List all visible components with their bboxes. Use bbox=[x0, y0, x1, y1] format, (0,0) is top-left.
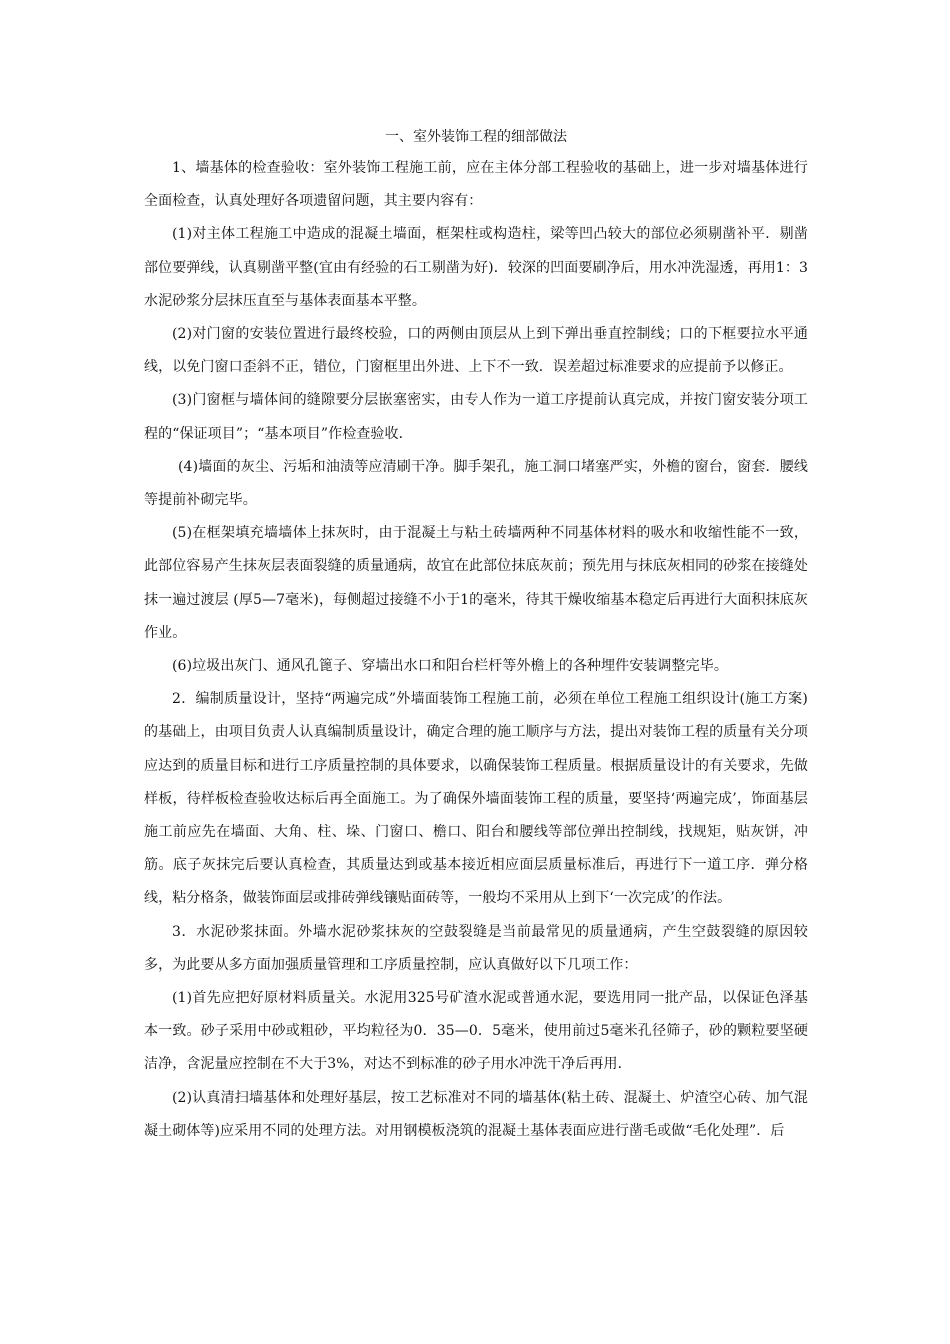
paragraph-item-4: (4)墙面的灰尘、污垢和油渍等应清刷干净。脚手架孔，施工洞口堵塞严实，外檐的窗台，窗套．腰线等提前补砌完毕。 bbox=[144, 458, 808, 509]
paragraph-2-quality-design: 2．编制质量设计，坚持“两遍完成”外墙面装饰工程施工前，必须在单位工程施工组织设计(施工方案)的基础上，由项目负责人认真编制质量设计，确定合理的施工顺序与方法，提出对装饰工程的质量有关分项应达到的质量目标和进行工序质量控制的具体要求，以确保装饰工程质量。根据质量设计的有关要求，先做样板，待样板检查验收达标后再全面施工。为了确保外墙面装饰工程的质量，要坚持‘两遍完成’，饰面基层施工前应先在墙面、大角、柱、垛、门窗口、檐口、阳台和腰线等部位弹出控制线，找规矩，贴灰饼，冲筋。底子灰抹完后要认真检查，其质量达到或基本接近相应面层质量标准后，再进行下一道工序．弹分格线，粘分格条，做装饰面层或排砖弹线镶贴面砖等，一般均不采用从上到下‘一次完成’的作法。 bbox=[144, 691, 808, 907]
paragraph-item-5: (5)在框架填充墙墙体上抹灰时，由于混凝土与粘土砖墙两种不同基体材料的吸水和收缩性能不一致，此部位容易产生抹灰层表面裂缝的质量通病，故宜在此部位抹底灰前；预先用与抹底灰相同的砂浆在接缝处抹一遍过渡层 (厚5—7毫米)，每侧超过接缝不小于1的毫米，待其干燥收缩基本稳定后再进行大面积抹底灰作业。 bbox=[144, 525, 808, 641]
paragraph-item-3: (3)门窗框与墙体间的缝隙要分层嵌塞密实，由专人作为一道工序提前认真完成，并按门窗安装分项工程的“保证项目”；“基本项目”作检查验收． bbox=[144, 392, 808, 442]
paragraph-1-wall-inspection: 1、墙基体的检查验收：室外装饰工程施工前，应在主体分部工程验收的基础上，进一步对墙基体进行全面检查，认真处理好各项遗留问题，其主要内容有： bbox=[144, 160, 808, 210]
document-body bbox=[144, 122, 808, 1148]
paragraph-item-2: (2)对门窗的安装位置进行最终校验，口的两侧由顶层从上到下弹出垂直控制线；口的下框要拉水平通线，以免门窗口歪斜不正，错位，门窗框里出外进、上下不一致．误差超过标准要求的应提前予以修正。 bbox=[144, 326, 808, 376]
document-title: 一、室外装饰工程的细部做法 bbox=[385, 129, 567, 145]
paragraph-3-cement-plaster: 3．水泥砂浆抹面。外墙水泥砂浆抹灰的空鼓裂缝是当前最常见的质量通病，产生空鼓裂缝的原因较多，为此要从多方面加强质量管理和工序质量控制，应认真做好以下几项工作： bbox=[144, 923, 808, 973]
paragraph-3-item-2: (2)认真清扫墙基体和处理好基层，按工艺标准对不同的墙基体(粘土砖、混凝土、炉渣空心砖、加气混凝土砌体等)应采用不同的处理方法。对用钢模板浇筑的混凝土基体表面应进行凿毛或做“毛化处理”．后 bbox=[144, 1089, 808, 1139]
paragraph-item-1: (1)对主体工程施工中造成的混凝土墙面，框架柱或构造柱，梁等凹凸较大的部位必须剔凿补平．剔凿部位要弹线，认真剔凿平整(宜由有经验的石工剔凿为好)．较深的凹面要刷净后，用水冲洗湿透，再用1：3水泥砂浆分层抹压直至与基体表面基本平整。 bbox=[144, 226, 808, 309]
paragraph-3-item-1: (1)首先应把好原材料质量关。水泥用325号矿渣水泥或普通水泥，要选用同一批产品，以保证色泽基本一致。砂子采用中砂或粗砂，平均粒径为0．35—0．5毫米，使用前过5毫米孔径筛子，砂的颗粒要坚硬洁净，含泥量应控制在不大于3%，对达不到标准的砂子用水冲洗干净后再用． bbox=[144, 990, 808, 1073]
paragraph-item-6: (6)垃圾出灰门、通风孔篦子、穿墙出水口和阳台栏杆等外檐上的各种埋件安装调整完毕。 bbox=[172, 658, 728, 675]
